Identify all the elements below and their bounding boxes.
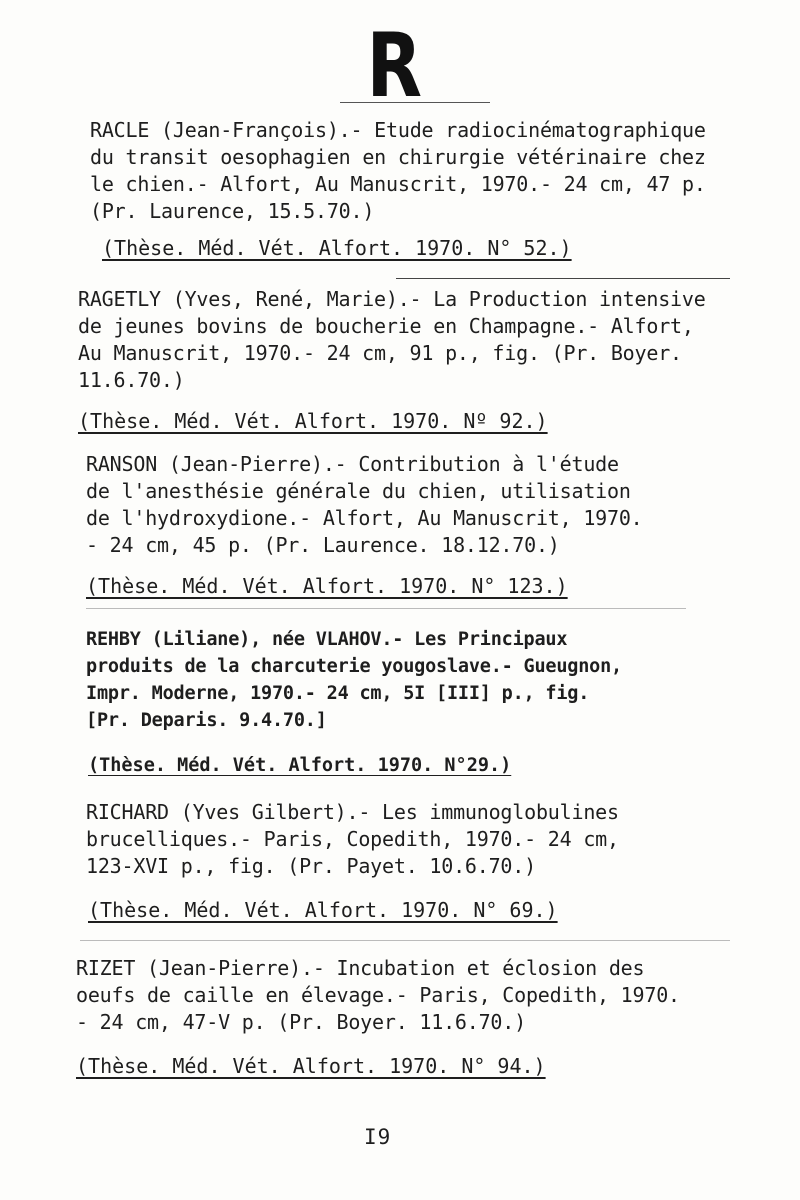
thesis-reference: (Thèse. Méd. Vét. Alfort. 1970. N° 123.) (86, 574, 568, 598)
bibliography-entry-richard (86, 799, 619, 922)
entry-line: RAGETLY (Yves, René, Marie).- La Production intensive (78, 287, 706, 311)
entry-line: RIZET (Jean-Pierre).- Incubation et éclosion des (76, 956, 645, 980)
entry-line: oeufs de caille en élevage.- Paris, Copedith, 1970. (76, 983, 680, 1007)
page-number: I9 (364, 1125, 392, 1149)
entry-line: Impr. Moderne, 1970.- 24 cm, 5I [III] p., fig. (86, 683, 590, 704)
thesis-reference: (Thèse. Méd. Vét. Alfort. 1970. N°29.) (88, 755, 512, 776)
entry-line: de l'hydroxydione.- Alfort, Au Manuscrit, 1970. (86, 506, 643, 530)
entry-divider (396, 278, 730, 279)
entry-line: - 24 cm, 47-V p. (Pr. Boyer. 11.6.70.) (76, 1010, 526, 1034)
bibliography-entry-rizet (76, 955, 680, 1078)
section-letter-rule (340, 102, 490, 103)
entry-line: de jeunes bovins de boucherie en Champagne.- Alfort, (78, 314, 694, 338)
entry-line: RANSON (Jean-Pierre).- Contribution à l'étude (86, 452, 619, 476)
bibliography-entry-ragetly (78, 286, 706, 433)
entry-line: [Pr. Deparis. 9.4.70.] (86, 710, 327, 731)
thesis-reference: (Thèse. Méd. Vét. Alfort. 1970. Nº 92.) (78, 409, 548, 433)
entry-line: RACLE (Jean-François).- Etude radiocinématographique (90, 118, 706, 142)
entry-line: Au Manuscrit, 1970.- 24 cm, 91 p., fig. (Pr. Boyer. (78, 341, 682, 365)
bibliography-entry-ranson (86, 451, 643, 598)
entry-line: brucelliques.- Paris, Copedith, 1970.- 24 cm, (86, 827, 619, 851)
thesis-reference: (Thèse. Méd. Vét. Alfort. 1970. N° 94.) (76, 1054, 546, 1078)
thesis-reference: (Thèse. Méd. Vét. Alfort. 1970. N° 69.) (88, 898, 558, 922)
entry-line: de l'anesthésie générale du chien, utilisation (86, 479, 631, 503)
entry-line: produits de la charcuterie yougoslave.- Gueugnon, (86, 656, 622, 677)
bibliography-entry-racle (90, 117, 706, 260)
bibliography-entry-rehby (86, 626, 622, 776)
entry-line: du transit oesophagien en chirurgie vétérinaire chez (90, 145, 706, 169)
thesis-reference: (Thèse. Méd. Vét. Alfort. 1970. N° 52.) (102, 236, 572, 260)
entry-divider (86, 608, 686, 609)
entry-line: REHBY (Liliane), née VLAHOV.- Les Principaux (86, 629, 568, 650)
entry-line: RICHARD (Yves Gilbert).- Les immunoglobulines (86, 800, 619, 824)
section-letter: R (366, 14, 423, 117)
entry-divider (80, 940, 730, 941)
entry-line: 11.6.70.) (78, 368, 185, 392)
entry-line: le chien.- Alfort, Au Manuscrit, 1970.- 24 cm, 47 p. (90, 172, 706, 196)
entry-line: (Pr. Laurence, 15.5.70.) (90, 199, 375, 223)
entry-line: - 24 cm, 45 p. (Pr. Laurence. 18.12.70.) (86, 533, 560, 557)
entry-line: 123-XVI p., fig. (Pr. Payet. 10.6.70.) (86, 854, 536, 878)
